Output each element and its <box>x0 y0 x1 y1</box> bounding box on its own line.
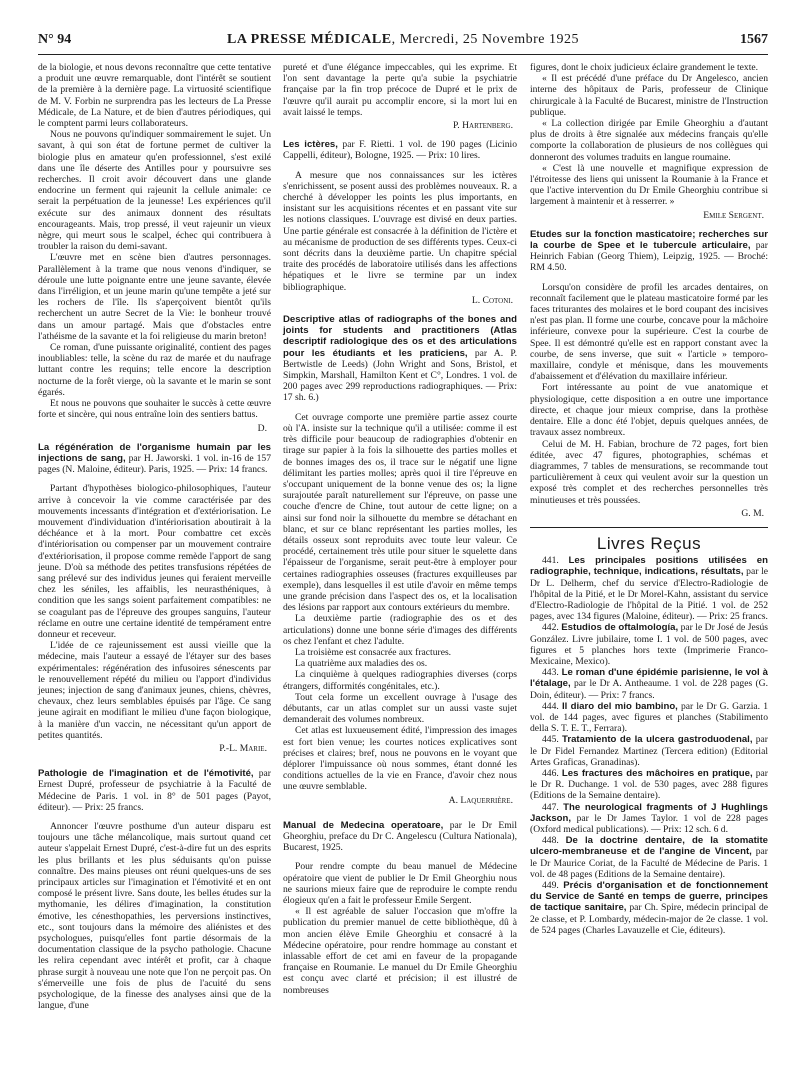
review-heading <box>38 768 271 813</box>
masthead <box>38 32 768 48</box>
book-title: Le roman d'une épidémie parisienne, le vol à l'étalage, <box>530 667 769 690</box>
book-details: par le Dr Maurice Coriat, de la Faculté de Médecine de Paris. 1 vol. de 48 pages (Editions de la Semaine dentaire). <box>530 846 768 880</box>
review-signature: L. Cotoni. <box>471 294 513 306</box>
paragraph: Lorsqu'on considère de profil les arcades dentaires, on reconnaît facilement que le plateau masticatoire formé par les faces triturantes des molaires et le bord coupant des incisives n'est pas plan. Il forme une courbe, concave pour la mâchoire inférieure, convexe pour la supérieure. C'est la courbe de Spee. Il est démontré qu'elle est en rapport constant avec la courbe, de sens inverse, que suit « l'article » temporo-maxillaire, condyle et ménisque, dans les mouvements d'abaissement et d'élévation du maxillaire inférieur. <box>530 281 768 383</box>
book-title: Les ictères, <box>283 139 338 151</box>
section-divider <box>530 527 768 528</box>
paragraph: La deuxième partie (radiographie des os et des articulations) donne une bonne série d'images des différents os chez l'enfant et chez l'adulte. <box>283 613 517 647</box>
book-details: par F. Rietti. 1 vol. de 190 pages (Licinio Cappelli, éditeur), Bologne, 1925. — Prix: 10 lires. <box>283 139 517 162</box>
list-item <box>530 734 768 768</box>
paragraph: Celui de M. H. Fabian, brochure de 72 pages, fort bien éditée, avec 47 figures, photographies, schémas et diagrammes, 7 tables de mensurations, se recommande tout particulièrement à ceux qui veulent avoir sur la question un exposé très complet et des recherches personnelles très minutieuses et très poussées. <box>530 438 768 506</box>
paragraph: Cet ouvrage comporte une première partie assez courte où l'A. insiste sur la technique qu'il a utilisée: comme il est très difficile pour beaucoup de radiographies d'obtenir en tirage sur papier à la fois la silhouette des parties molles et de bonnes images des os, il trace sur le négatif une ligne délimitant les parties molles; après quoi il tire l'épreuve en s'occupant uniquement de la bonne venue des os; la ligne surajoutée paraît naturellement sur l'épreuve, on passe une couche d'encre de Chine, tout autour de cette ligne; on a ainsi sur fond noir la silhouette du membre se détachant en blanc, et sur ce blanc représentant les parties molles, les détails osseux sont reproduits avec toute leur valeur. Ce procédé, certainement très utile pour situer le squelette dans l'épaisseur de l'organisme, serait peut-être à employer pour certaines radiographies osseuses (fractures exquilleuses par exemple), dans lesquelles il est utile d'avoir en même temps une grande précision dans l'aspect des os, et la localisation des lésions par rapport aux contours extérieurs du membre. <box>283 411 517 614</box>
book-details: par le Dr Emil Gheorghiu, preface du Dr C. Angelescu (Cultura Nationala), Bucarest, 1925. <box>283 819 517 854</box>
book-details: par le Dr José de Jesús González. Livre jubilaire, tome I. 1 vol. de 500 pages, avec figures et 5 planches hors texte (Imprimerie Franco-Mexicaine, Mexico). <box>530 622 768 667</box>
review-signature: Emile Sergent. <box>703 209 764 221</box>
book-details: par le Dr A. Antheaume. 1 vol. de 228 pages (G. Doin, éditeur). — Prix: 7 francs. <box>530 678 768 701</box>
item-number: 449. <box>542 880 559 892</box>
book-details: par le Dr Fidel Fernandez Martinez (Tercera edition) (Editorial Artes Graficas, Granadinas). <box>530 734 768 768</box>
paragraph: Annoncer l'œuvre posthume d'un auteur disparu est toujours une tâche mélancolique, mais surtout quand cet auteur s'appelait Ernest Dupré, c'est-à-dire fut un des esprits les plus brillants et les plus séduisants qu'on puisse connaître. Des mains pieuses ont réuni quelques-uns de ses principaux articles sur l'imagination et l'émotivité et en ont composé le présent livre. Sans doute, les belles études sur la mythomanie, les délires d'imagination, la constitution émotive, les cénesthopathies, les perversions instinctives, etc., sont toujours dans la mémoire des aliénistes et des psychologues, puisqu'elles font partie désormais de la documentation classique de la psycho pathologie. Chacune les relira cependant avec intérêt et profit, car à chaque phrase surgit à nouveau une note que l'on ne perçoit pas. On s'émerveille une fois de plus de l'acuité du sens psychologique, de la finesse des analyses ainsi que de la langue, d'une <box>38 821 271 1012</box>
review-heading <box>283 139 517 161</box>
book-details: par Heinrich Fabian (Georg Thiem), Leipzig, 1925. — Broché: RM 4.50. <box>530 240 768 274</box>
book-title: Précis d'organisation et de fonctionnement du Service de Santé en temps de guerre, principes de tactique sanitaire, <box>530 880 768 914</box>
list-item <box>530 701 768 735</box>
book-title: Les principales positions utilisées en radiographie, technique, indications, résultats, <box>530 555 768 578</box>
paragraph: L'idée de ce rajeunissement est aussi vieille que la médecine, mais l'auteur a essayé de l'étayer sur des bases expérimentales: régénération des infusoires sénescents par le renouvellement répété du milieu ou l'apport d'individus jeunes; injection de sang d'animaux jeunes, chiens, chèvres, chevaux, chez leurs semblables épuisés par l'âge. Ce sang jeune agirait en modifiant le milieu d'une façon biologique, à la manière d'un vaccin, ne nécessitant qu'un apport de petites quantités. <box>38 640 271 741</box>
review-heading <box>283 314 517 404</box>
paragraph: Et nous ne pouvons que souhaiter le succès à cette œuvre forte et sincère, qui nous entraîne loin des sentiers battus. <box>38 398 271 421</box>
book-title: Etudes sur la fonction masticatoire; recherches sur la courbe de Spee et le tubercule articulaire, <box>530 228 768 252</box>
column-middle <box>283 62 517 996</box>
review-signature: P. Hartenberg. <box>453 120 513 132</box>
item-number: 446. <box>542 767 559 779</box>
book-details: par A. P. Bertwistle de Leeds) (John Wright and Sons, Bristol, et Simpkin, Marshall, Hamilton Kent et C°, Londres. 1 vol. de 200 pages avec 299 reproductions radiographiques. — Prix: 17 sh. 6.) <box>283 347 517 404</box>
book-details: par H. Jaworski. 1 vol. in-16 de 157 pages (N. Maloine, éditeur). Paris, 1925. — Prix: 14 francs. <box>38 452 271 476</box>
review-signature: P.-L. Marie. <box>219 742 267 754</box>
paragraph: figures, dont le choix judicieux éclaire grandement le texte. <box>530 62 759 73</box>
book-details: par Ch. Spire, médecin principal de 2e classe, et P. Lombardy, médecin-major de 2e classe. 1 vol. de 524 pages (Charles Lavauzelle et Cie, éditeurs). <box>530 902 768 936</box>
paragraph: « La collection dirigée par Emile Gheorghiu a d'autant plus de droits à être signalée aux médecins français qu'elle comporte la collaboration de plusieurs de nos collègues qui donneront des volumes traduits en langue roumaine. <box>530 118 768 163</box>
paragraph: L'œuvre met en scène bien d'autres personnages. Parallèlement à la trame que nous venons d'indiquer, se déroule une lutte poignante entre une jeune savante, élevée dans l'irréligion, et un jeune marin qu'une tempête a jeté sur les rochers de l'île. Ils s'aperçoivent bientôt qu'ils recherchent un autre Secret de la Vie: le bonheur trouvé dans un amour partagé. Mais que d'obstacles entre l'athéisme de la savante et la foi religieuse du marin breton! <box>38 252 271 342</box>
paragraph: Tout cela forme un excellent ouvrage à l'usage des débutants, car un atlas complet sur un aussi vaste sujet demanderait des volumes nombreux. <box>283 691 517 726</box>
review-heading <box>283 820 517 854</box>
item-number: 444. <box>542 700 559 712</box>
review-signature: D. <box>257 422 267 434</box>
book-title: De la doctrine dentaire, de la stomatite ulcero-membraneuse et de l'angine de Vincent, <box>530 835 768 858</box>
list-item <box>530 555 768 622</box>
issue-number: N° 94 <box>38 32 72 47</box>
book-title: Il diaro del mio bambino, <box>561 700 678 712</box>
item-number: 447. <box>542 801 559 813</box>
list-item <box>530 622 768 667</box>
book-title: Tratamiento de la ulcera gastroduodenal, <box>562 734 753 746</box>
book-title: Manual de Medecina operatoare, <box>283 819 444 831</box>
book-title: La régénération de l'organisme humain par les injections de sang, <box>38 441 271 464</box>
paragraph: Nous ne pouvons qu'indiquer sommairement le sujet. Un savant, à qui son état de fortune permet de cultiver la biologie plus en amateur qu'en professionnel, s'est exilé dans une île déserte des Antilles pour y poursuivre ses recherches. Il croit avoir découvert dans une glande endocrine un ferment qui rajeunit la cellule animale: ce serait la perpétuation de la jeunesse! Les expériences qu'il exécute sur des animaux donnent des résultats encourageants. Mais, trop pressé, il veut rajeunir un vieux nègre, qui meurt sous le scalpel, échec qui contribuera à troubler la raison du demi-savant. <box>38 129 271 253</box>
book-details: par le Dr L. Delherm, chef du service d'Electro-Radiologie de l'hôpital de la Pitié, et le Dr Morel-Kahn, assistant du service d'Electro-Radiologie de l'hôpital de la Pitié. 1 vol. de 252 pages, avec 134 figures (Maloine, éditeur). — Prix: 25 francs. <box>530 566 768 623</box>
page-header <box>38 32 768 55</box>
column-left <box>38 62 271 1011</box>
review-heading <box>38 442 271 476</box>
paragraph: La cinquième à quelques radiographies diverses (corps étrangers, difformités congénitales, etc.). <box>283 669 517 692</box>
item-number: 445. <box>542 734 559 746</box>
section-title: Livres Reçus <box>596 533 702 553</box>
paragraph: « C'est là une nouvelle et magnifique expression de l'étroitesse des liens qui unissent la Roumanie à la France et que l'active intervention du Dr Emile Gheorghiu contribue si largement à maintenir et à resserrer. » <box>530 162 768 208</box>
list-item <box>530 768 768 802</box>
books-received-list <box>530 555 768 936</box>
issue-date: , Mercredi, 25 Novembre 1925 <box>391 32 579 47</box>
item-number: 442. <box>542 622 559 634</box>
paragraph: Partant d'hypothèses biologico-philosophiques, l'auteur arrive à concevoir la vie comme caractérisée par des mouvements incessants d'intégration et d'extériorisation. Le mouvement d'individuation d'intériorisation aboutirait à la déchéance et à la mort. Pour combattre cet excès d'intériorisation ou compenser par un mouvement contraire d'extériorisation, il propose comme remède l'apport de sang jeune. D'où sa méthode des petites transfusions répétées de sang prélevé sur des individus jeunes qui feraient merveille chez les séniles, les affaiblis, les neurasthéniques, à condition que les sangs soient parfaitement compatibles: ne se coagulant pas de l'épreuve des groupes sanguins, l'auteur réclame en outre une certaine identité de tempérament entre donneur et receveur. <box>38 483 271 640</box>
book-title: Estudios de oftalmología, <box>561 622 679 634</box>
list-item <box>530 880 768 936</box>
list-item <box>530 835 768 880</box>
paragraph: Fort intéressante au point de vue anatomique et physiologique, cette disposition a en outre une importance directe, et chaque jour mieux comprise, dans la prothèse dentaire. Elle a donc été l'objet, depuis quelques années, de travaux assez nombreux. <box>530 382 768 439</box>
book-title: Descriptive atlas of radiographs of the bones and joints for students and practitioners (Atlas descriptif radiologique des os et des articulations pour les étudiants et les praticiens, <box>283 314 517 359</box>
review-heading <box>530 229 768 274</box>
column-right <box>530 62 768 936</box>
page-number: 1567 <box>740 32 768 47</box>
book-details: par le Dr G. Garzia. 1 vol. de 144 pages, avec figures et planches (Stabilimento della S. T. E. T., Ferrara). <box>530 700 768 735</box>
item-number: 441. <box>542 555 559 567</box>
item-number: 443. <box>542 667 559 679</box>
book-details: par Ernest Dupré, professeur de psychiatrie à la Faculté de Médecine de Paris. 1 vol. in 8° de 501 pages (Payot, éditeur). — Prix: 25 francs. <box>38 768 271 813</box>
book-title: The neurological fragments of J Hughlings Jackson, <box>530 801 768 824</box>
review-signature: G. M. <box>741 507 764 519</box>
review-signature: A. Laquerrière. <box>448 794 513 806</box>
list-item <box>530 667 768 701</box>
paragraph: de la biologie, et nous devons reconnaître que cette tentative a produit une œuvre remarquable, dont l'intérêt se soutient de la première à la dernière page. La virtuosité scientifique de M. V. Forbin ne surprendra pas les lecteurs de La Presse Médicale, de La Nature, et de bien d'autres périodiques, qui le comptent parmi leurs collaborateurs. <box>38 62 271 130</box>
book-details: par le Dr R. Duchange. 1 vol. de 530 pages, avec 288 figures (Editions de la Semaine dentaire). <box>530 767 769 802</box>
book-title: Les fractures des mâchoires en pratique, <box>561 767 753 779</box>
item-number: 448. <box>542 835 559 847</box>
paragraph: pureté et d'une élégance impeccables, qui les exprime. Et l'on sent davantage la perte qu'a subie la psychiatrie française par la fin trop précoce de Dupré et le prix de l'œuvre qu'il aurait pu accomplir encore, si la mort lui en avait laissé le temps. <box>283 62 517 118</box>
book-title: Pathologie de l'imagination et de l'émotivité, <box>38 768 254 780</box>
paragraph: « Il est agréable de saluer l'occasion que m'offre la publication du premier manuel de cette bibliothèque, dû à mon ancien élève Emile Gheorghiu et consacré à la Médecine opératoire, pour rendre hommage au constant et inlassable effort de cet ami en faveur de la propagande française en Roumanie. Le manuel du Dr Emile Gheorghiu est conçu avec clarté et précision; il est illustré de nombreuses <box>283 906 517 996</box>
book-details: par le Dr James Taylor. 1 vol de 228 pages (Oxford medical publications). — Prix: 12 sch. 6 d. <box>530 812 768 835</box>
paragraph: A mesure que nos connaissances sur les ictères s'enrichissent, se posent aussi des problèmes nouveaux. R. a cherché à développer les points les plus importants, en insistant sur les acquisitions récentes et en passant vite sur les notions classiques. L'ouvrage est divisé en deux parties. Une partie générale est consacrée à la définition de l'ictère et au mécanisme de production de ses différents types. Ceux-ci sont décrits dans la deuxième partie. Un chapitre spécial traite des procédés de laboratoire utilisés dans les affections hépatiques et le livre se termine par un index bibliographique. <box>283 169 517 293</box>
paragraph: « Il est précédé d'une préface du Dr Angelesco, ancien interne des hôpitaux de Paris, professeur de Clinique chirurgicale à la Faculté de Bucarest, ministre de l'Instruction publique. <box>530 73 768 118</box>
paragraph: Cet atlas est luxueusement édité, l'impression des images est fort bien venue; les courtes notices explicatives sont précises et claires; bref, nous ne pouvons en le voyant que déplorer l'impuissance où nous sommes, étant donné les conditions actuelles de la vie en France, d'avoir chez nous une œuvre semblable. <box>283 725 517 793</box>
paragraph: Ce roman, d'une puissante originalité, contient des pages inoubliables: telle, la scène du raz de marée et du naufrage luttant contre les requins; telle encore la description nocturne de la forêt vierge, où la savante et le marin se sont égarés. <box>38 342 271 398</box>
paragraph: Pour rendre compte du beau manuel de Médecine opératoire que vient de publier le Dr Emil Gheorghiu nous ne saurions mieux faire que de reproduire le compte rendu élogieux qu'en a fait le professeur Emile Sergent. <box>283 861 517 907</box>
paragraph: La quatrième aux maladies des os. <box>295 658 428 670</box>
paragraph: La troisième est consacrée aux fractures. <box>295 646 452 658</box>
list-item <box>530 802 768 836</box>
journal-title: LA PRESSE MÉDICALE <box>227 32 392 47</box>
